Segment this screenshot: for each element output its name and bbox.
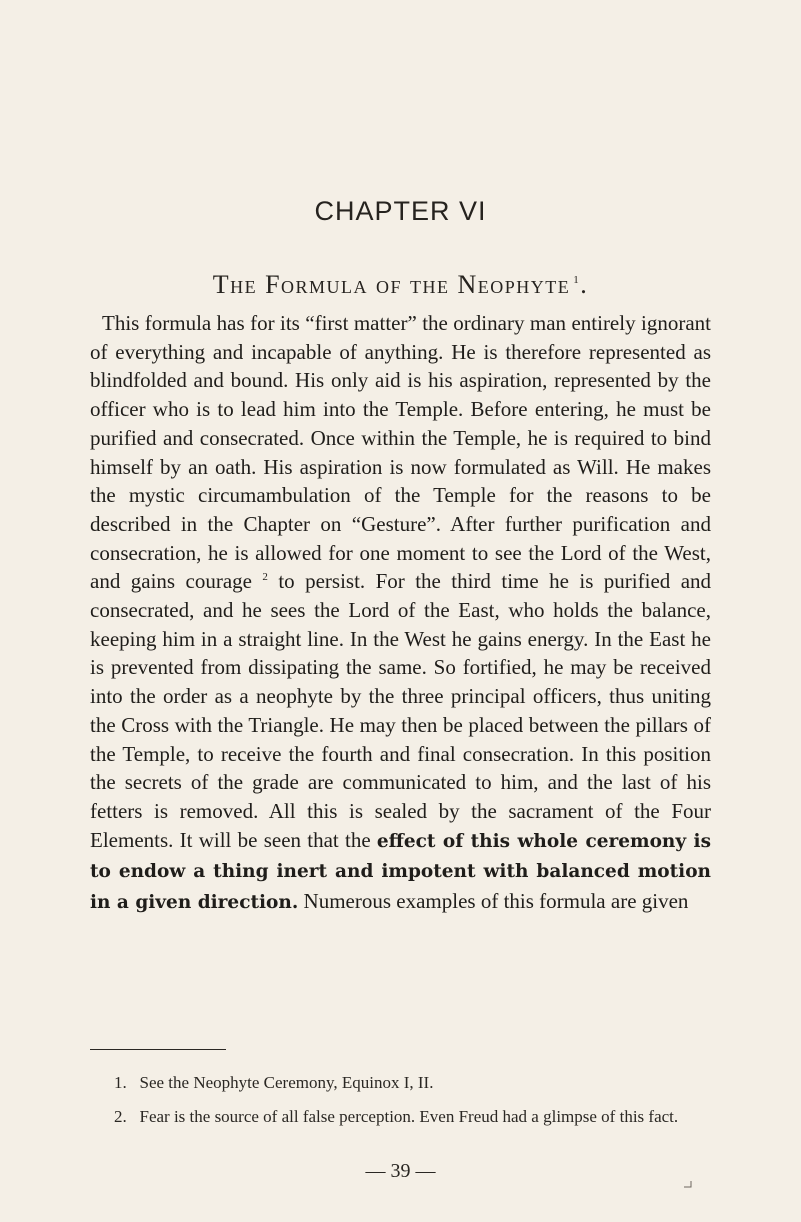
emphasized-passage: effect of this whole ceremony is to endow a thing inert and impotent with balanced motion in a given direction. [90,830,711,914]
section-title: The Formula of the Neophyte $^1$. [212,270,589,299]
footnote-divider [90,1049,226,1050]
page-number: — 39 — [365,1160,436,1182]
body-text-part-3: Numerous examples of this formula are given [298,889,689,914]
body-text-part-1: This formula has for its “first matter” the ordinary man entirely ignorant of everything and incapable of anything. He is therefore represented as blindfolded and bound. His only aid is his aspiration, represented by the officer who is to lead him into the Temple. Before entering, he must be purified and consecrated. Once within the Temple, he is required to bind himself by an oath. His aspiration is now formulated as Will. He makes the mystic circumambulation of the Temple for the reasons to be described in the Chapter on “Gesture”. After further purification and consecration, he is allowed for one moment to see the Lord of the West, and gains courage [90,311,711,594]
footnote-ref-2: 2 [262,571,268,584]
footnote-1-text: See the Neophyte Ceremony, Equinox I, II. [139,1073,434,1092]
body-paragraph [90,309,711,918]
footnote-ref-1: 1 [573,274,581,287]
section-title-text: The Formula of the Neophyte [212,270,571,299]
scan-mark [683,1180,693,1188]
footnote-2 [90,1105,711,1128]
footnote-1 [90,1071,711,1094]
footnote-2-text: Fear is the source of all false perception. Even Freud had a glimpse of this fact. [139,1107,679,1126]
chapter-heading: CHAPTER VI [314,196,487,226]
footnote-2-number: 2. [114,1107,127,1126]
footnote-1-number: 1. [114,1073,127,1092]
body-text-part-2: to persist. For the third time he is purified and consecrated, and he sees the Lord of the East, who holds the balance, keeping him in a straight line. In the West he gains energy. In the East he is prevented from dissipating the same. So fortified, he may be received into the order as a neophyte by the three principal officers, thus uniting the Cross with the Triangle. He may then be placed between the pillars of the Temple, to receive the fourth and final consecration. In this position the secrets of the grade are communicated to him, and the last of his fetters is removed. All this is sealed by the sacrament of the Four Elements. It will be seen that the [90,569,712,852]
